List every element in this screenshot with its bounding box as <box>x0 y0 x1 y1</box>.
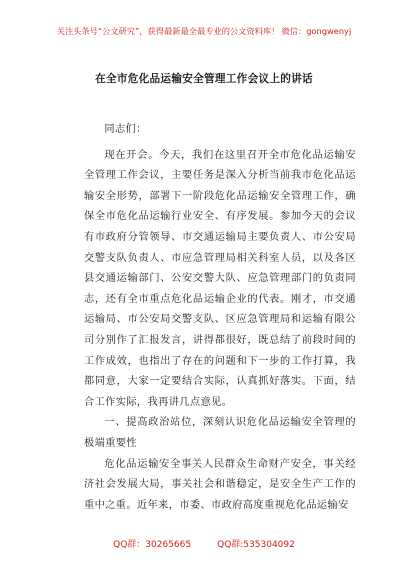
salutation: 同志们： <box>104 124 147 135</box>
header-wechat-id: gongwenyj <box>306 26 352 36</box>
page-header-banner <box>0 26 408 37</box>
header-wechat-label: 微信： <box>281 26 307 36</box>
footer-qq-group-1: QQ群：30265665 <box>113 540 192 550</box>
header-promo-text: 关注头条号“公文研究”，获得最新最全最专业的公文资料库！ <box>56 26 280 36</box>
body-paragraph: 现在开会。今天，我们在这里召开全市危化品运输安全管理工作会议，主要任务是深入分析当前我市危化品运输安全形势，部署下一阶段危化品运输安全管理工作，确保全市危化品运输行业安全、有序发展。参加今天的会议有市政府分管领导、市交通运输局主要负责人、市公安局交警支队负责人、市应急管理局相关科室人员，以及各区县交通运输部门、公安交警大队、应急管理部门的负责同志，还有全市重点危化品运输企业的代表。刚才，市交通运输局、市公安局交警支队、区应急管理局和运输有限公司分别作了汇报发言，讲得都很好，既总结了前段时间的工作成效，也指出了存在的问题和下一步的工作打算，我都同意，大家一定要结合实际，认真抓好落实。下面，结合工作实际，我再讲几点意见。 <box>84 149 356 408</box>
body-paragraph: 危化品运输安全事关人民群众生命财产安全，事关经济社会发展大局，事关社会和谐稳定，是安全生产工作的重中之重。近年来，市委、市政府高度重视危化品运输安 <box>84 458 356 511</box>
document-title: 在全市危化品运输安全管理工作会议上的讲话 <box>95 73 313 85</box>
section-heading: 一、提高政治站位，深刻认识危化品运输安全管理的极端重要性 <box>84 417 356 449</box>
page-footer <box>0 537 408 550</box>
document-body <box>84 120 356 516</box>
footer-qq-group-2: QQ群:535304092 <box>217 540 295 550</box>
